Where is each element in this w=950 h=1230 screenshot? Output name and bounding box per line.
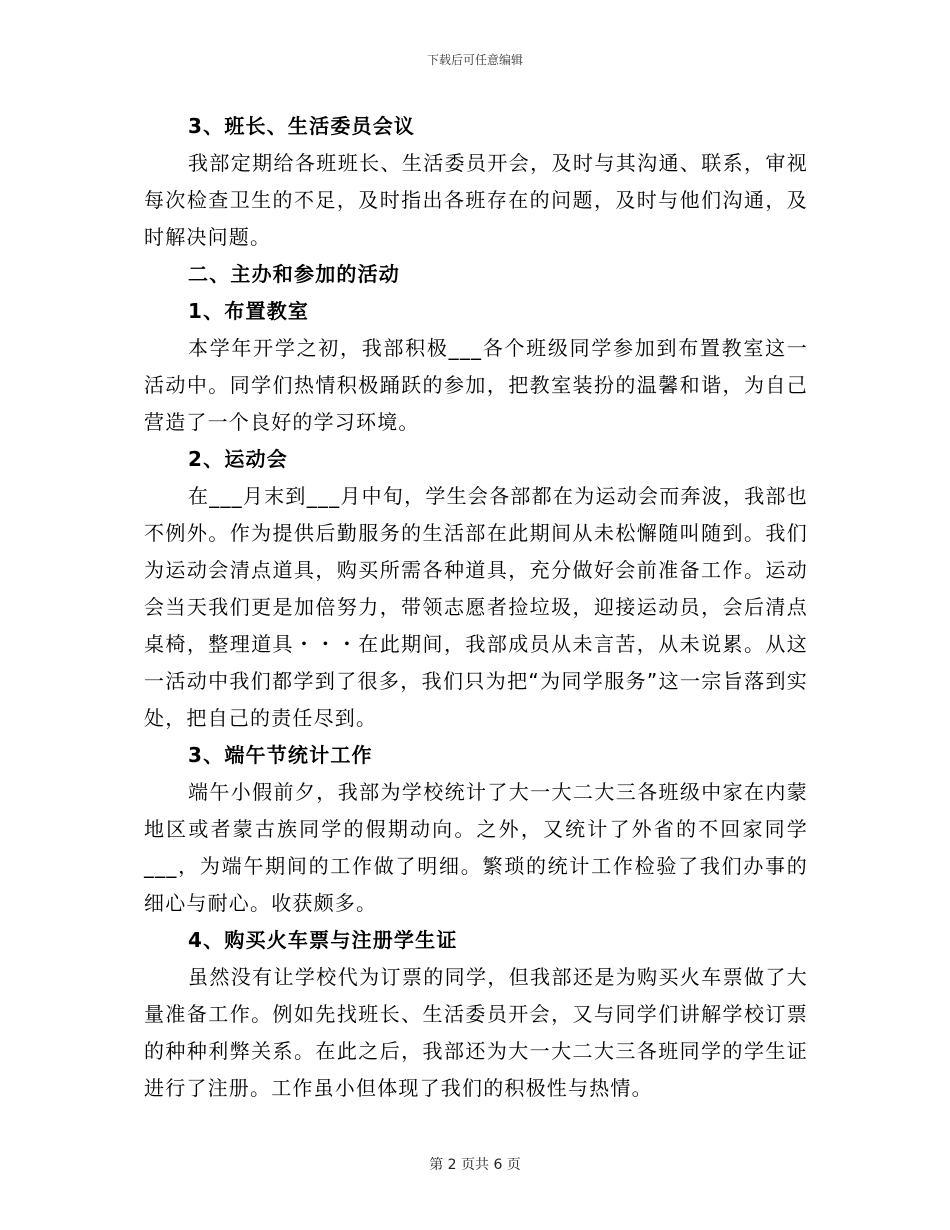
heading-sports-meet: 2、运动会	[188, 447, 288, 471]
page-header: 下载后可任意编辑	[426, 53, 523, 67]
paragraph-dragon-boat-statistics: 端午小假前夕，我部为学校统计了大一大二大三各班级中家在内蒙地区或者蒙古族同学的假期动向。之外，又统计了外省的不回家同学___，为端午期间的工作做了明细。繁琐的统计工作检验了我们办事的细心与耐心。收获颇多。	[144, 780, 808, 915]
paragraph-classroom-decoration: 本学年开学之初，我部积极___各个班级同学参加到布置教室这一活动中。同学们热情积极踊跃的参加，把教室装扮的温馨和谐，为自己营造了一个良好的学习环境。	[144, 336, 808, 434]
heading-classroom-decoration: 1、布置教室	[188, 299, 310, 323]
heading-dragon-boat-statistics: 3、端午节统计工作	[188, 743, 373, 767]
heading-activities: 二、主办和参加的活动	[188, 262, 400, 286]
document-body	[144, 108, 808, 1107]
paragraph-sports-meet: 在___月末到___月中旬，学生会各部都在为运动会而奔波，我部也不例外。作为提供后勤服务的生活部在此期间从未松懈随叫随到。我们为运动会清点道具，购买所需各种道具，充分做好会前准备工作。运动会当天我们更是加倍努力，带领志愿者捡垃圾，迎接运动员，会后清点桌椅，整理道具・・・在此期间，我部成员从未言苦，从未说累。从这一活动中我们都学到了很多，我们只为把“为同学服务”这一宗旨落到实处，把自己的责任尽到。	[144, 484, 808, 730]
paragraph-train-tickets: 虽然没有让学校代为订票的同学，但我部还是为购买火车票做了大量准备工作。例如先找班长、生活委员开会，又与同学们讲解学校订票的种种利弊关系。在此之后，我部还为大一大二大三各班同学的学生证进行了注册。工作虽小但体现了我们的积极性与热情。	[144, 965, 808, 1100]
heading-class-leader-meeting: 3、班长、生活委员会议	[188, 114, 416, 138]
heading-train-tickets: 4、购买火车票与注册学生证	[188, 928, 458, 952]
paragraph-class-leader-meeting: 我部定期给各班班长、生活委员开会，及时与其沟通、联系，审视每次检查卫生的不足，及时指出各班存在的问题，及时与他们沟通，及时解决问题。	[144, 151, 808, 249]
page-number: 第 2 页共 6 页	[429, 1157, 521, 1173]
